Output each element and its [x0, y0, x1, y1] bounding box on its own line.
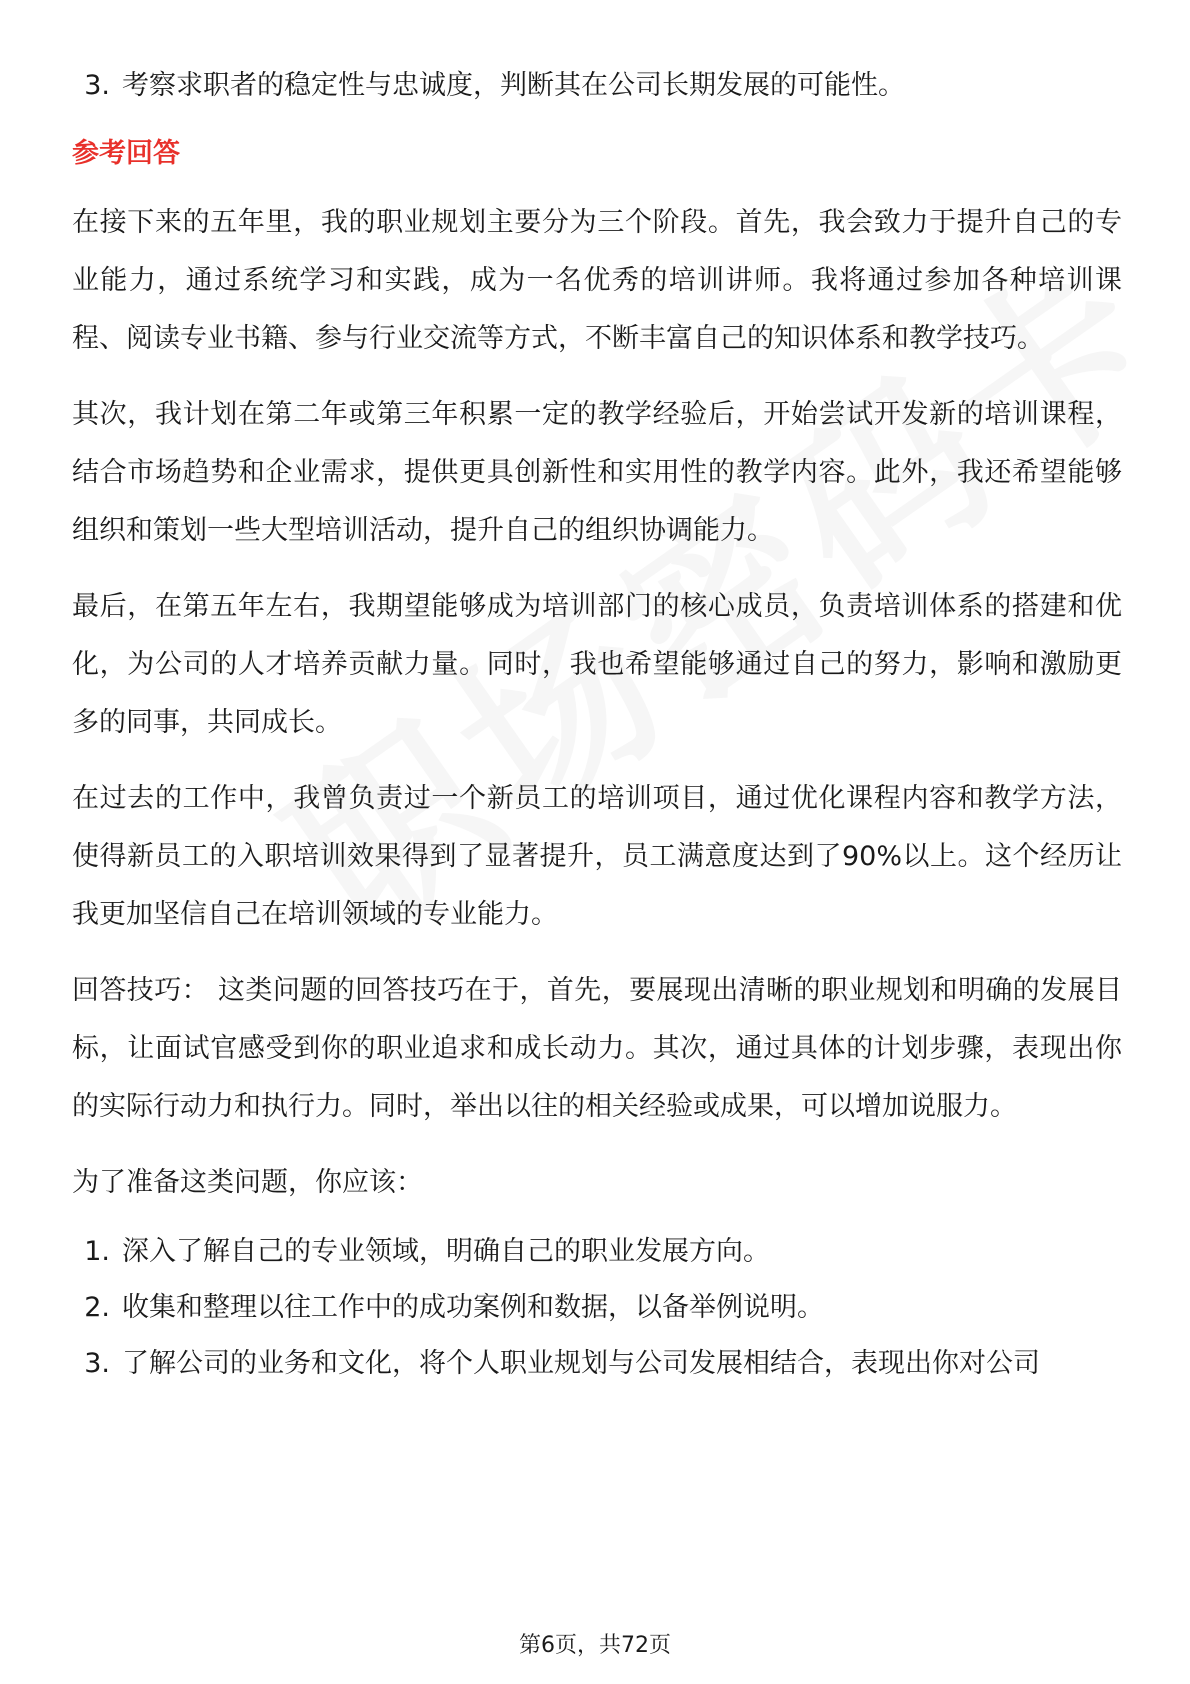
list-item-number: 3.: [84, 1348, 110, 1379]
list-item-number: 3.: [84, 70, 110, 101]
page-content: [72, 58, 1122, 1392]
list-item-text: 了解公司的业务和文化，将个人职业规划与公司发展相结合，表现出你对公司: [122, 1348, 1040, 1379]
list-item: [72, 1224, 1122, 1280]
list-item: [72, 58, 1122, 114]
list-item: [72, 1280, 1122, 1336]
prepare-intro: 为了准备这类问题，你应该：: [72, 1167, 423, 1198]
prepare-list: [72, 1224, 1122, 1392]
answer-paragraph-3: 最后，在第五年左右，我期望能够成为培训部门的核心成员，负责培训体系的搭建和优化，为公司的人才培养贡献力量。同时，我也希望能够通过自己的努力，影响和激励更多的同事，共同成长。: [72, 591, 1122, 738]
answer-heading: 参考回答: [72, 138, 180, 169]
list-item-number: 1.: [84, 1236, 110, 1267]
list-item-text: 深入了解自己的专业领域，明确自己的职业发展方向。: [122, 1236, 770, 1267]
list-item-text: 收集和整理以往工作中的成功案例和数据，以备举例说明。: [122, 1292, 824, 1323]
answer-paragraph-4: 在过去的工作中，我曾负责过一个新员工的培训项目，通过优化课程内容和教学方法，使得新员工的入职培训效果得到了显著提升，员工满意度达到了90%以上。这个经历让我更加坚信自己在培训领域的专业能力。: [72, 783, 1122, 930]
tips-label: 回答技巧：: [72, 975, 210, 1006]
list-item-text: 考察求职者的稳定性与忠诚度，判断其在公司长期发展的可能性。: [122, 70, 905, 101]
answer-paragraph-2: 其次，我计划在第二年或第三年积累一定的教学经验后，开始尝试开发新的培训课程，结合市场趋势和企业需求，提供更具创新性和实用性的教学内容。此外，我还希望能够组织和策划一些大型培训活动，提升自己的组织协调能力。: [72, 399, 1122, 546]
answer-paragraph-1: 在接下来的五年里，我的职业规划主要分为三个阶段。首先，我会致力于提升自己的专业能力，通过系统学习和实践，成为一名优秀的培训讲师。我将通过参加各种培训课程、阅读专业书籍、参与行业交流等方式，不断丰富自己的知识体系和教学技巧。: [72, 207, 1122, 354]
tips-paragraph: [72, 962, 1122, 1136]
list-item-number: 2.: [84, 1292, 110, 1323]
tips-text: 这类问题的回答技巧在于，首先，要展现出清晰的职业规划和明确的发展目标，让面试官感受到你的职业追求和成长动力。其次，通过具体的计划步骤，表现出你的实际行动力和执行力。同时，举出以往的相关经验或成果，可以增加说服力。: [72, 975, 1123, 1122]
list-item: [72, 1336, 1122, 1392]
page-footer: 第6页，共72页: [519, 1633, 671, 1658]
top-list: [72, 58, 1122, 114]
